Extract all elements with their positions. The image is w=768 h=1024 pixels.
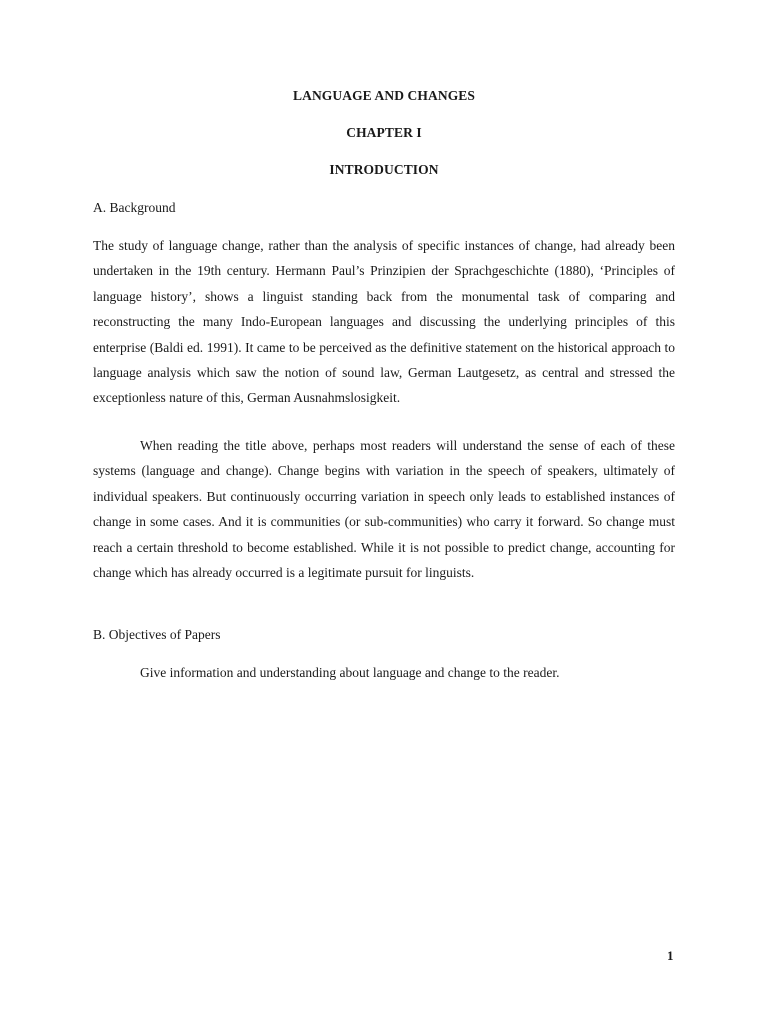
section-b-heading: B. Objectives of Papers: [93, 627, 221, 642]
chapter-title: INTRODUCTION: [329, 162, 439, 177]
chapter-number: CHAPTER I: [346, 125, 422, 140]
background-paragraph-1: The study of language change, rather than the analysis of specific instances of change, had already been undertaken in the 19th century. Hermann Paul’s Prinzipien der Sprachgeschichte (1880), ‘Principles of language history’, shows a linguist standing back from the monumental task of comparing and reconstructing the many Indo-European languages and discussing the underlying principles of this enterprise (Baldi ed. 1991). It came to be perceived as the definitive statement on the historical approach to language analysis which saw the notion of sound law, German Lautgesetz, as central and stressed the exceptionless nature of this, German Ausnahmslosigkeit.: [93, 238, 675, 406]
section-a-heading: A. Background: [93, 200, 176, 215]
background-paragraph-2: When reading the title above, perhaps most readers will understand the sense of each of these systems (language and change). Change begins with variation in the speech of speakers, ultimately of individual speakers. But continuously occurring variation in speech only leads to established instances of change in some cases. And it is communities (or sub-communities) who carry it forward. So change must reach a certain threshold to become established. While it is not possible to predict change, accounting for change which has already occurred is a legitimate pursuit for linguists.: [93, 438, 675, 581]
objectives-paragraph: Give information and understanding about language and change to the reader.: [140, 665, 560, 680]
page-number: 1: [667, 948, 674, 963]
document-title: LANGUAGE AND CHANGES: [292, 88, 476, 103]
